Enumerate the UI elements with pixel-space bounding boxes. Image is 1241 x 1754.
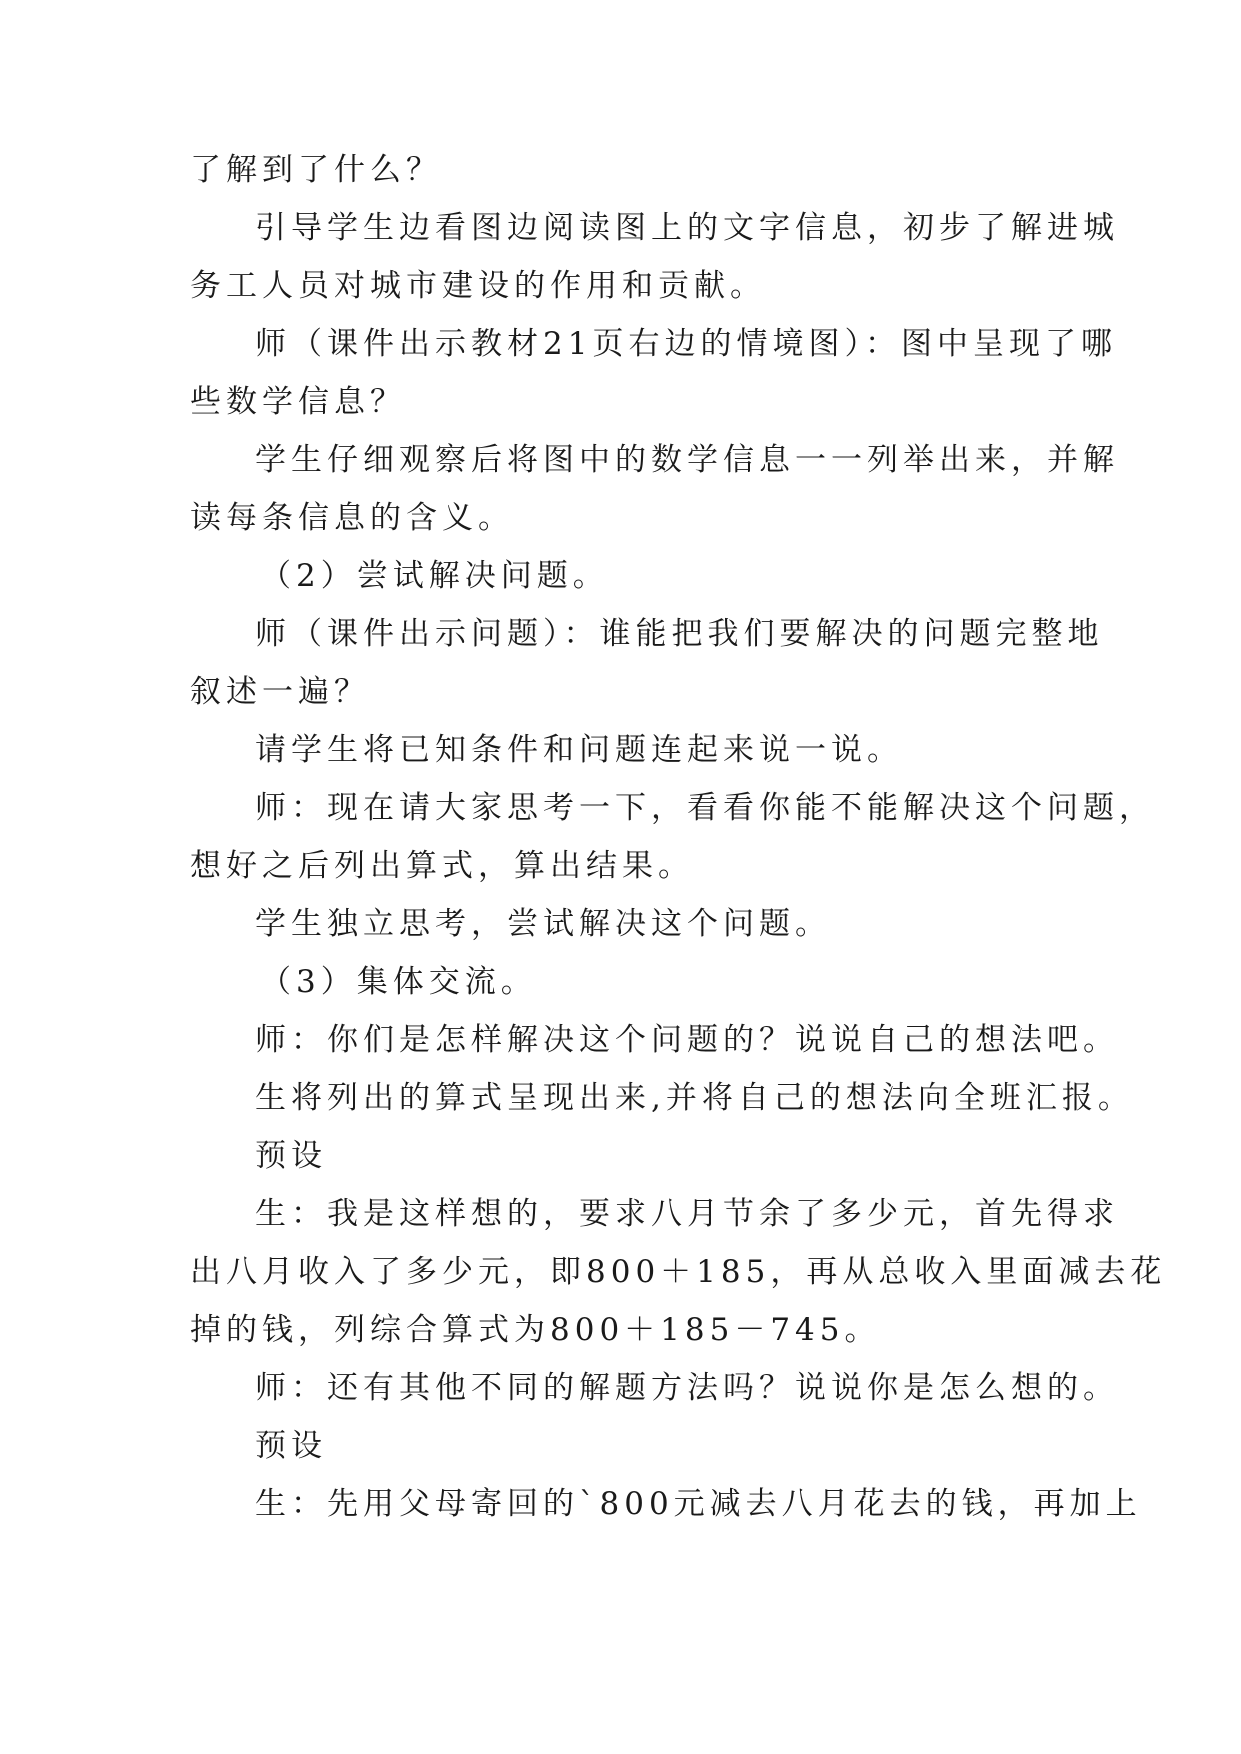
text-line: 了解到了什么？	[190, 152, 442, 188]
text-line: 学生独立思考，尝试解决这个问题。	[255, 906, 831, 942]
text-line: 预设	[255, 1138, 327, 1174]
text-line: 引导学生边看图边阅读图上的文字信息，初步了解进城	[255, 210, 1119, 246]
text-line: 请学生将已知条件和问题连起来说一说。	[255, 732, 903, 768]
text-line: 师（课件出示教材21页右边的情境图）：图中呈现了哪	[255, 326, 1117, 362]
text-line: 掉的钱，列综合算式为800＋185－745。	[190, 1312, 881, 1348]
text-line: 些数学信息？	[190, 384, 406, 420]
text-line: 师：现在请大家思考一下，看看你能不能解决这个问题，	[255, 790, 1155, 826]
text-line: 学生仔细观察后将图中的数学信息一一列举出来，并解	[255, 442, 1119, 478]
text-line: 叙述一遍？	[190, 674, 370, 710]
text-line: 务工人员对城市建设的作用和贡献。	[190, 268, 766, 304]
text-line: 师：还有其他不同的解题方法吗？说说你是怎么想的。	[255, 1370, 1119, 1406]
section-heading: （3）集体交流。	[260, 964, 537, 1000]
section-heading: （2）尝试解决问题。	[260, 558, 609, 594]
text-line: 师：你们是怎样解决这个问题的？说说自己的想法吧。	[255, 1022, 1119, 1058]
text-line: 生：我是这样想的，要求八月节余了多少元，首先得求	[255, 1196, 1119, 1232]
text-line: 预设	[255, 1428, 327, 1464]
text-line: 生将列出的算式呈现出来,并将自己的想法向全班汇报。	[255, 1080, 1134, 1116]
text-line: 读每条信息的含义。	[190, 500, 514, 536]
text-line: 师（课件出示问题）：谁能把我们要解决的问题完整地	[255, 616, 1104, 652]
text-line: 生：先用父母寄回的`800元减去八月花去的钱，再加上	[255, 1486, 1142, 1522]
text-line: 想好之后列出算式，算出结果。	[190, 848, 694, 884]
text-line: 出八月收入了多少元，即800＋185，再从总收入里面减去花	[190, 1254, 1167, 1290]
